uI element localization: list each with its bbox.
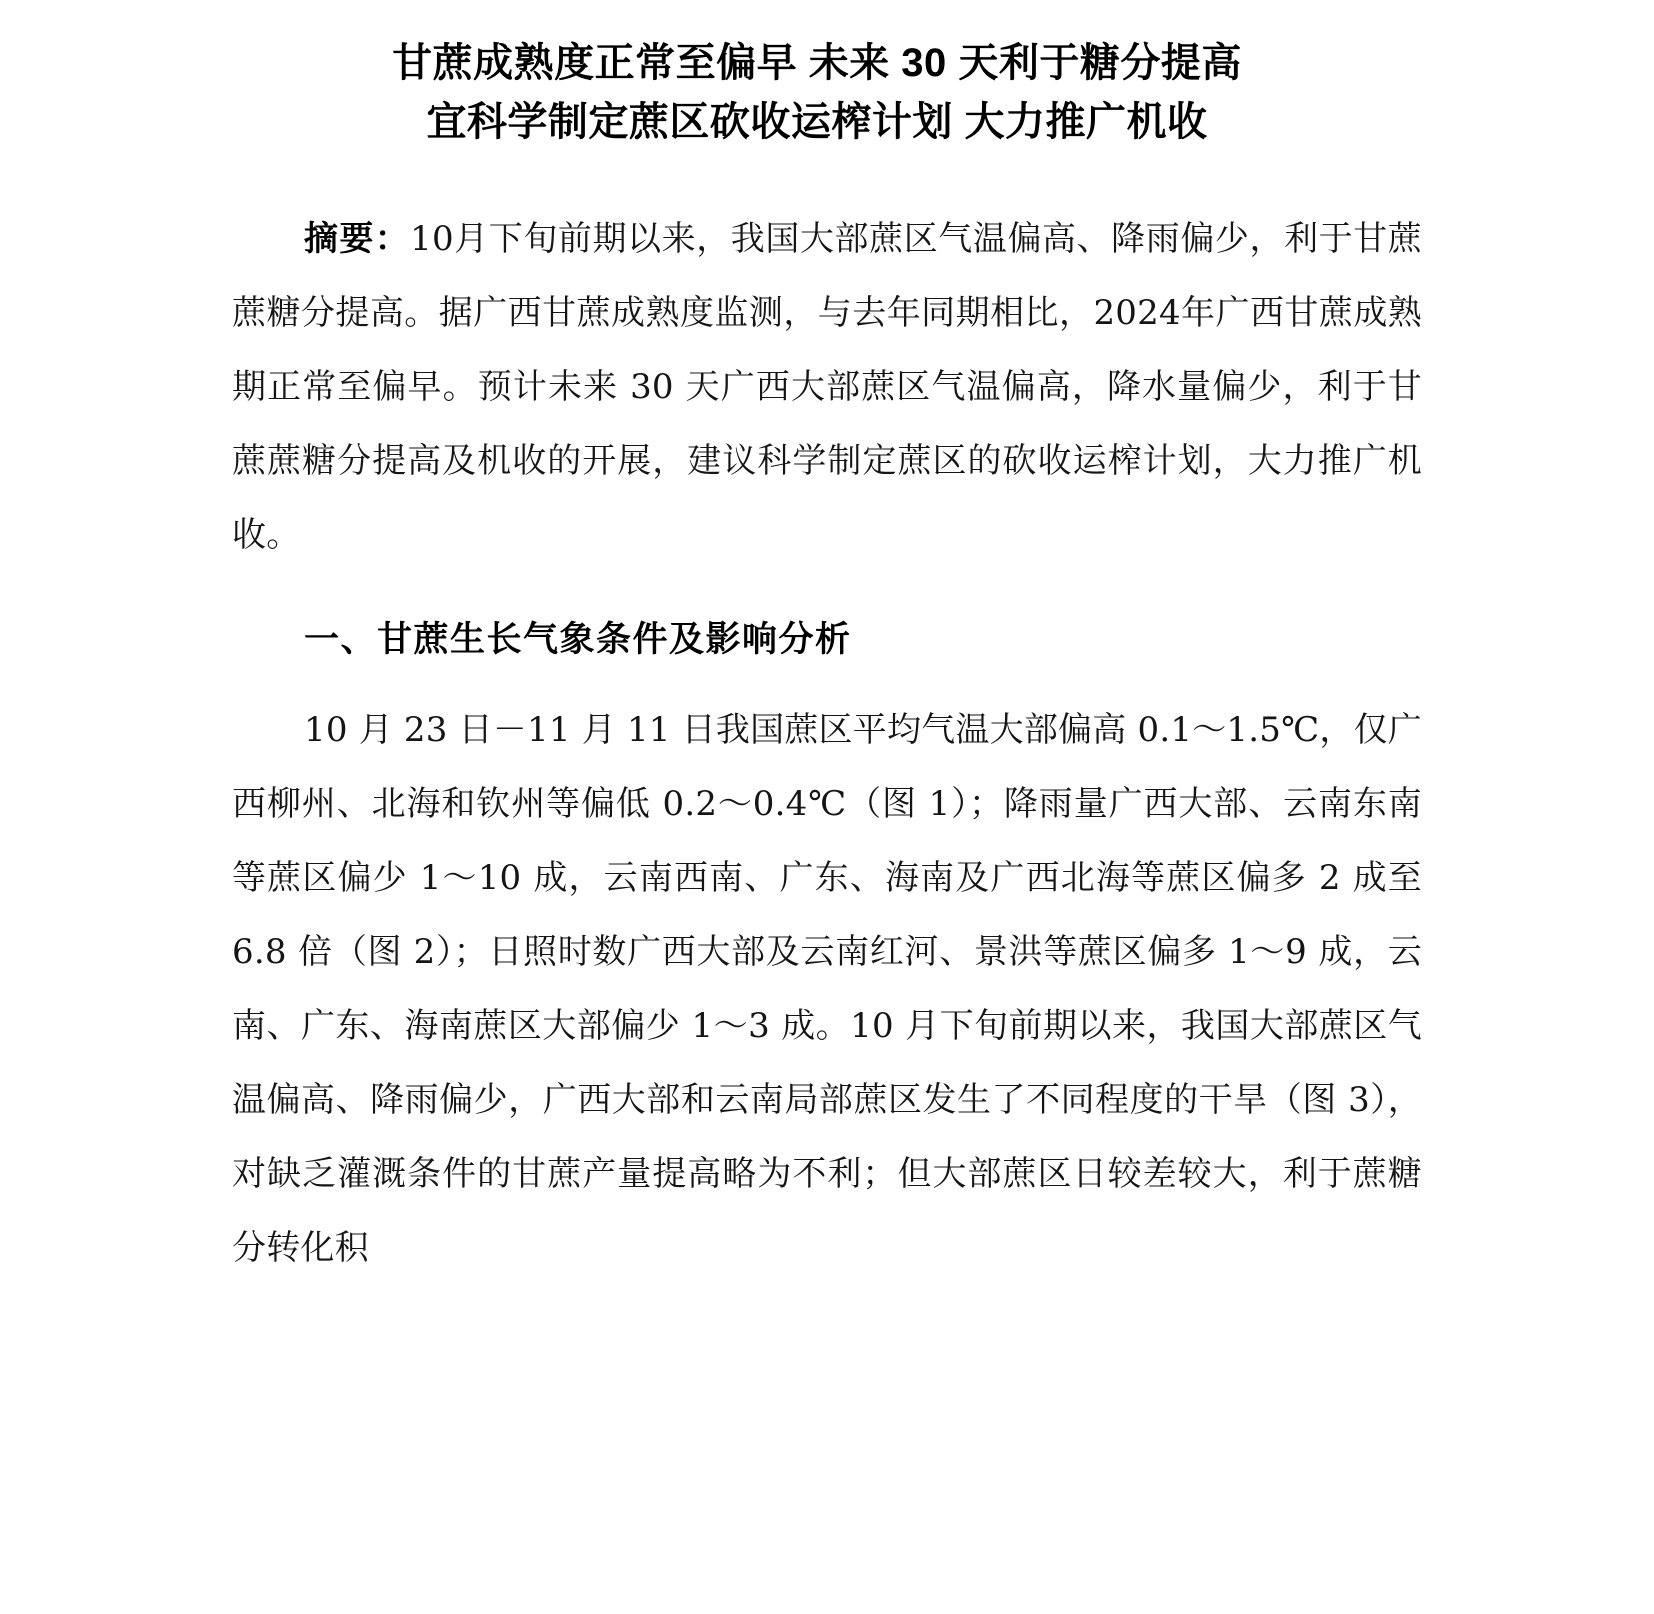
page-content-column	[232, 0, 1422, 1585]
document-title	[242, 0, 1392, 152]
page-bottom-whitespace	[232, 1285, 1422, 1585]
section-heading-1: 一、甘蔗生长气象条件及影响分析	[304, 620, 852, 660]
section-1-paragraph: 10 月 23 日－11 月 11 日我国蔗区平均气温大部偏高 0.1～1.5℃，仅广西柳州、北海和钦州等偏低 0.2～0.4℃（图 1）；降雨量广西大部、云南东南等蔗区偏少 1～10 成，云南西南、广东、海南及广西北海等蔗区偏多 2 成至 6.8 倍（图 2）；日照时数广西大部及云南红河、景洪等蔗区偏多 1～9 成，云南、广东、海南蔗区大部偏少 1～3 成。10 月下旬前期以来，我国大部蔗区气温偏高、降雨偏少，广西大部和云南局部蔗区发生了不同程度的干旱（图 3），对缺乏灌溉条件的甘蔗产量提高略为不利；但大部蔗区日较差较大，利于蔗糖分转化积	[232, 709, 1422, 1268]
document-title-line-2: 宜科学制定蔗区砍收运榨计划 大力推广机收	[426, 100, 1208, 145]
abstract-text: 10月下旬前期以来，我国大部蔗区气温偏高、降雨偏少，利于甘蔗蔗糖分提高。据广西甘蔗成熟度监测，与去年同期相比，2024年广西甘蔗成熟期正常至偏早。预计未来 30 天广西大部蔗区气温偏高，降水量偏少，利于甘蔗蔗糖分提高及机收的开展，建议科学制定蔗区的砍收运榨计划，大力推广机收。	[232, 219, 1423, 556]
document-title-line-1: 甘蔗成熟度正常至偏早 未来 30 天利于糖分提高	[392, 41, 1242, 85]
abstract-label: 摘要：	[304, 220, 411, 259]
abstract-paragraph	[232, 202, 1422, 572]
